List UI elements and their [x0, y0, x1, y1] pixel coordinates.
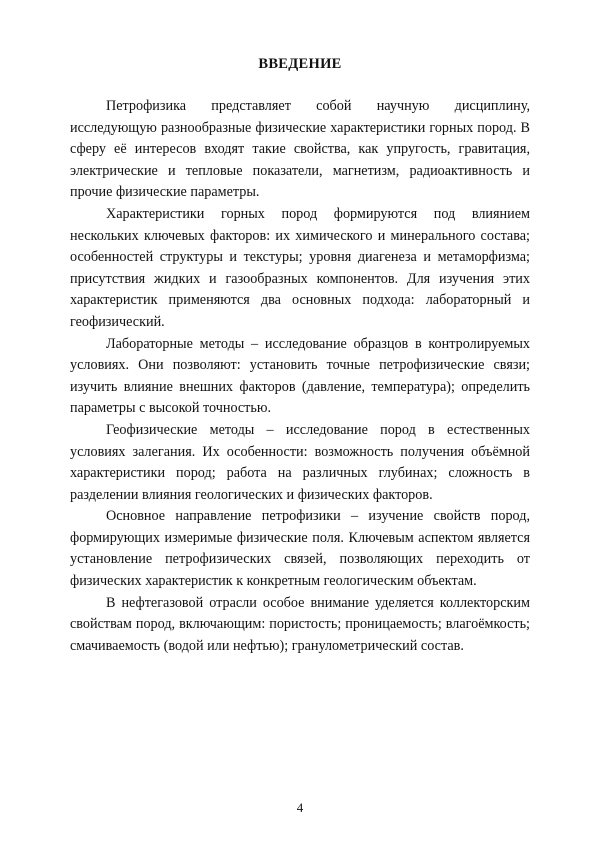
body-text — [70, 96, 530, 657]
paragraph-oil-gas: В нефтегазовой отрасли особое внимание уделяется коллекторским свойствам пород, включающим: пористость; проницаемость; влагоёмкость; смачиваемость (водой или нефтью); гранулометрический состав. — [70, 594, 530, 654]
page-number: 4 — [296, 800, 304, 815]
paragraph-intro: Петрофизика представляет собой научную дисциплину, исследующую разнообразные физические характеристики горных пород. В сферу её интересов входят такие свойства, как упругость, гравитация, электрические и тепловые показатели, магнетизм, радиоактивность и прочие физические параметры. — [70, 98, 530, 201]
paragraph-factors: Характеристики горных пород формируются под влиянием нескольких ключевых факторов: их химического и минерального состава; особенностей структуры и текстуры; уровня диагенеза и метаморфизма; присутствия жидких и газообразных компонентов. Для изучения этих характеристик применяются два основных подхода: лабораторный и геофизический. — [70, 205, 530, 330]
page-title: ВВЕДЕНИЕ — [258, 56, 342, 72]
paragraph-lab-methods: Лабораторные методы – исследование образцов в контролируемых условиях. Они позволяют: установить точные петрофизические связи; изучить влияние внешних факторов (давление, температура); определить параметры с высокой точностью. — [70, 335, 530, 417]
paragraph-main-direction: Основное направление петрофизики – изучение свойств пород, формирующих измеримые физические поля. Ключевым аспектом является установление петрофизических связей, позволяющих переходить от физических характеристик к конкретным геологическим объектам. — [70, 508, 530, 590]
paragraph-geophysical-methods: Геофизические методы – исследование пород в естественных условиях залегания. Их особенности: возможность получения объёмной характеристики пород; работа на различных глубинах; сложность в разделении влияния геологических и физических факторов. — [70, 421, 530, 503]
